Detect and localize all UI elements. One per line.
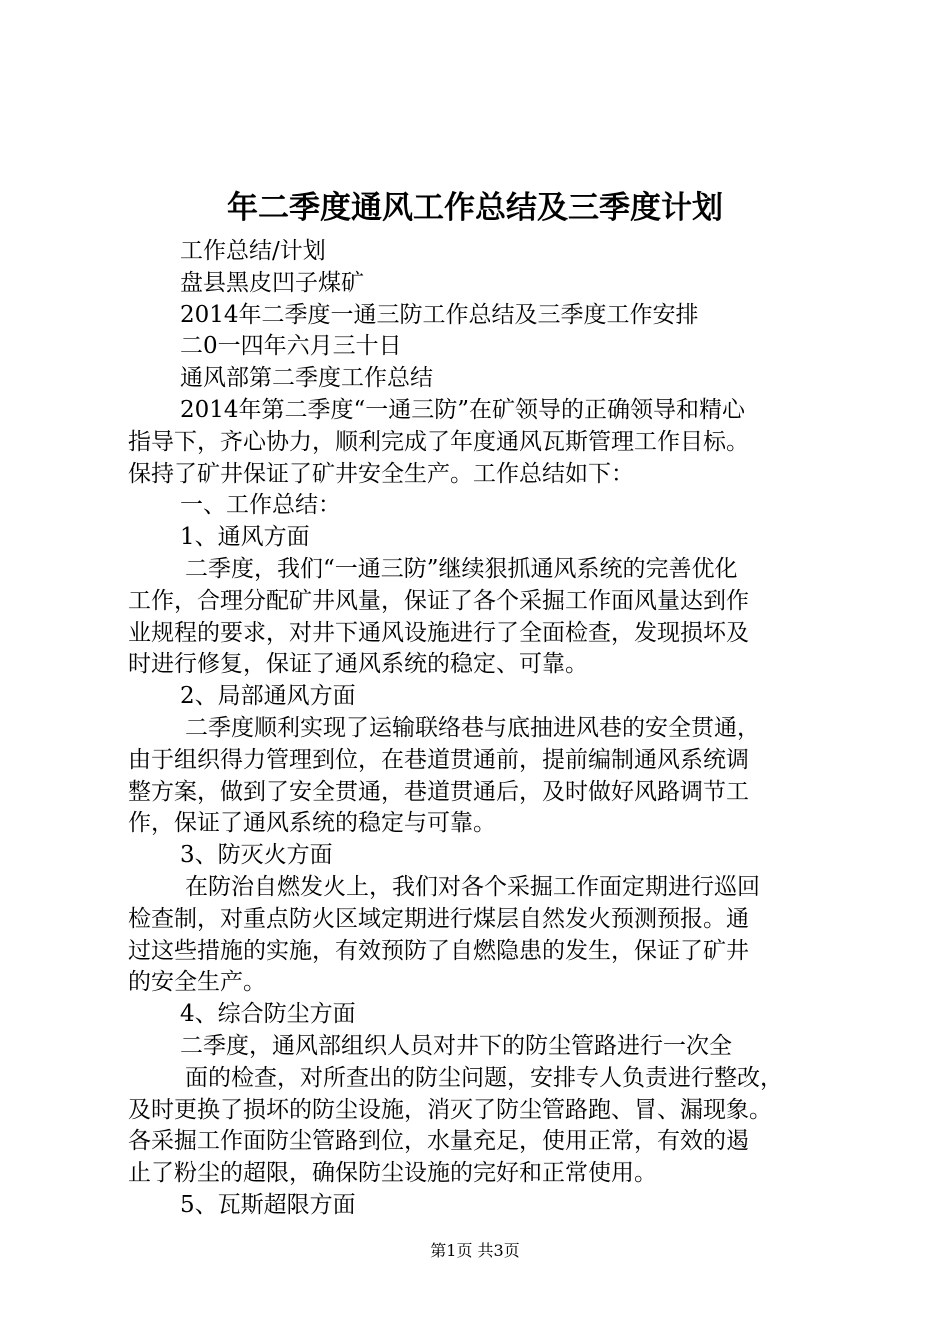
report-subtitle: 2014年二季度一通三防工作总结及三季度工作安排 xyxy=(180,301,699,328)
report-date: 二0一四年六月三十日 xyxy=(180,333,402,360)
paragraph-line: 二季度，我们“一通三防”继续狠抓通风系统的完善优化 xyxy=(185,555,738,582)
subsection-heading: 1、通风方面 xyxy=(180,524,310,551)
company-name: 盘县黑皮凹子煤矿 xyxy=(180,269,364,296)
paragraph-line: 检查制，对重点防火区域定期进行煤层自然发火预测预报。通 xyxy=(128,905,749,932)
doc-category: 工作总结/计划 xyxy=(180,238,326,264)
page-footer: 第1页 共3页 xyxy=(430,1241,520,1260)
paragraph-line: 面的检查，对所查出的防尘问题，安排专人负责进行整改， xyxy=(185,1064,783,1091)
paragraph-line: 二季度，通风部组织人员对井下的防尘管路进行一次全 xyxy=(180,1032,732,1059)
paragraph-line: 指导下，齐心协力，顺利完成了年度通风瓦斯管理工作目标。 xyxy=(128,428,749,455)
paragraph-line: 止了粉尘的超限，确保防尘设施的完好和正常使用。 xyxy=(128,1160,657,1187)
paragraph-line: 2014年第二季度“一通三防”在矿领导的正确领导和精心 xyxy=(180,396,746,423)
page-title: 年二季度通风工作总结及三季度计划 xyxy=(227,190,723,226)
subsection-heading: 5、瓦斯超限方面 xyxy=(180,1191,356,1218)
paragraph-line: 由于组织得力管理到位，在巷道贯通前，提前编制通风系统调 xyxy=(128,746,749,773)
paragraph-line: 业规程的要求，对井下通风设施进行了全面检查，发现损坏及 xyxy=(128,619,749,646)
paragraph-line: 的安全生产。 xyxy=(128,969,266,996)
paragraph-line: 作，保证了通风系统的稳定与可靠。 xyxy=(128,810,496,837)
document-body xyxy=(128,236,840,1222)
paragraph-line: 在防治自燃发火上，我们对各个采掘工作面定期进行巡回 xyxy=(185,873,760,900)
paragraph-line: 保持了矿井保证了矿井安全生产。工作总结如下： xyxy=(128,460,634,487)
paragraph-line: 整方案，做到了安全贯通，巷道贯通后，及时做好风路调节工 xyxy=(128,778,749,805)
subsection-heading: 4、综合防尘方面 xyxy=(180,1001,356,1028)
subsection-heading: 2、局部通风方面 xyxy=(180,683,356,710)
paragraph-line: 过这些措施的实施，有效预防了自燃隐患的发生，保证了矿井 xyxy=(128,937,749,964)
subsection-heading: 3、防灭火方面 xyxy=(180,842,333,869)
paragraph-line: 各采掘工作面防尘管路到位，水量充足，使用正常，有效的遏 xyxy=(128,1128,749,1155)
section-heading: 通风部第二季度工作总结 xyxy=(180,365,433,392)
paragraph-line: 及时更换了损坏的防尘设施，消灭了防尘管路跑、冒、漏现象。 xyxy=(128,1096,772,1123)
paragraph-line: 时进行修复，保证了通风系统的稳定、可靠。 xyxy=(128,651,588,678)
section-heading: 一、工作总结： xyxy=(180,492,341,519)
paragraph-line: 二季度顺利实现了运输联络巷与底抽进风巷的安全贯通， xyxy=(185,714,760,741)
paragraph-line: 工作，合理分配矿井风量，保证了各个采掘工作面风量达到作 xyxy=(128,587,749,614)
